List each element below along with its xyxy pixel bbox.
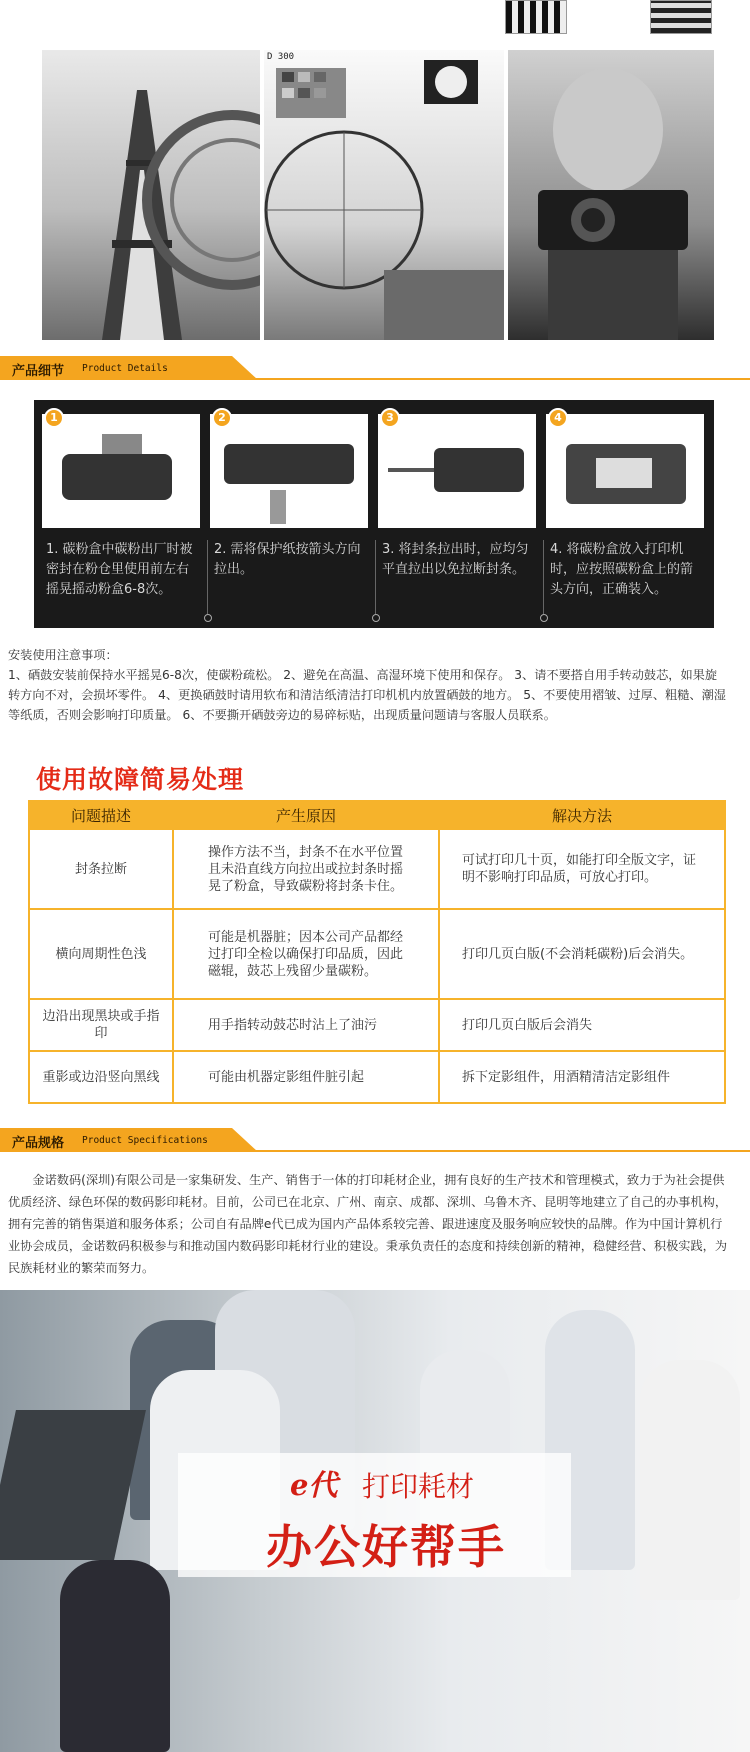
installation-steps-panel: [34, 400, 714, 628]
section-divider: [0, 1150, 750, 1152]
table-row: [29, 1051, 725, 1103]
notes-body: 1、硒鼓安装前保持水平摇晃6-8次，使碳粉疏松。 2、避免在高温、高湿环境下使用和保存。 3、请不要搭自用手转动鼓芯，如果旋转方向不对，会损坏零件。 4、更换硒鼓时请用软布和清洁纸清洁打印机机内放置硒鼓的地方。 5、不要使用褶皱、过厚、粗糙、潮湿等纸质，否则会影响打印质量。 6、不要撕开硒鼓旁边的易碎标贴，出现质量问题请与客服人员联系。: [8, 668, 726, 722]
pattern-thumbnail: [505, 0, 567, 34]
step-description: 4. 将碳粉盒放入打印机时，应按照碳粉盒上的箭头方向，正确装入。: [550, 542, 694, 597]
step-illustration: [210, 414, 368, 528]
step-number-badge: 4: [548, 408, 568, 428]
section-title-en: Product Specifications: [82, 1135, 208, 1146]
step-number-badge: 2: [212, 408, 232, 428]
step-description: 1. 碳粉盒中碳粉出厂时被密封在粉仓里使用前左右摇晃摇动粉盒6-8次。: [46, 542, 193, 597]
solution-cell: 拆下定影组件，用酒精清洁定影组件: [439, 1051, 725, 1103]
step-illustration: [378, 414, 536, 528]
bicycle-colorchart-photo: [264, 50, 504, 340]
problem-cell: 重影或边沿竖向黑线: [29, 1051, 173, 1103]
cause-cell: 操作方法不当，封条不在水平位置且未沿直线方向拉出或拉封条时摇晃了粉盒，导致碳粉将封条卡住。: [173, 829, 439, 909]
slogan-overlay: [178, 1453, 571, 1577]
laptop-image: [0, 1410, 146, 1560]
section-title-cn: 产品细节: [12, 364, 65, 379]
cause-cell: 用手指转动鼓芯时沾上了油污: [173, 999, 439, 1051]
table-row: [29, 829, 725, 909]
step-number-badge: 1: [44, 408, 64, 428]
step-card: [538, 400, 704, 628]
step-illustration: [42, 414, 200, 528]
problem-cell: 边沿出现黑块或手指印: [29, 999, 173, 1051]
troubleshooting-table: [28, 800, 726, 1104]
photo-caption: D 300: [267, 52, 295, 62]
table-row: [29, 999, 725, 1051]
eiffel-tower-photo: [42, 50, 260, 340]
section-divider: [0, 378, 750, 380]
section-header-details: [0, 356, 750, 380]
section-title-en: Product Details: [82, 363, 168, 374]
solution-cell: 打印几页白版后会消失: [439, 999, 725, 1051]
cause-cell: 可能是机器脏；因本公司产品都经过打印全检以确保打印品质，因此磁辊，鼓芯上残留少量碳粉。: [173, 909, 439, 999]
sample-prints-row: [42, 50, 714, 340]
person-figure: [640, 1360, 740, 1600]
step-description: 3. 将封条拉出时，应均匀平直拉出以免拉断封条。: [382, 542, 529, 577]
solution-cell: 打印几页白版(不会消耗碳粉)后会消失。: [439, 909, 725, 999]
column-header: 解决方法: [439, 801, 725, 829]
problem-cell: 横向周期性色浅: [29, 909, 173, 999]
pattern-thumbnail: [650, 0, 712, 34]
notes-title: 安装使用注意事项：: [8, 648, 118, 662]
solution-cell: 可试打印几十页，如能打印全版文字，证明不影响打印品质，可放心打印。: [439, 829, 725, 909]
office-team-banner: [0, 1290, 750, 1752]
column-header: 问题描述: [29, 801, 173, 829]
step-card: [202, 400, 368, 628]
step-illustration: [546, 414, 704, 528]
brand-logo: e代: [290, 1468, 338, 1502]
section-title-cn: 产品规格: [12, 1136, 65, 1151]
table-row: [29, 909, 725, 999]
cause-cell: 可能由机器定影组件脏引起: [173, 1051, 439, 1103]
slogan-text: 办公好帮手: [266, 1520, 506, 1574]
brand-subtitle: 打印耗材: [362, 1470, 475, 1503]
troubleshooting-heading: 使用故障简易处理: [36, 765, 245, 794]
company-introduction: 金诺数码(深圳)有限公司是一家集研发、生产、销售于一体的打印耗材企业，拥有良好的生产技术和管理模式，致力于为社会提供优质经济、绿色环保的数码影印耗材。目前，公司已在北京、广州、南京、成都、深圳、乌鲁木齐、昆明等地建立了自己的办事机构，拥有完善的销售渠道和服务体系；公司自有品牌e代已成为国内产品体系较完善、跟进速度及服务响应较快的品牌。作为中国计算机行业协会成员，金诺数码积极参与和推动国内数码影印耗材行业的建设。秉承负责任的态度和持续创新的精神，稳健经营、积极实践，为民族耗材业的繁荣而努力。: [8, 1173, 728, 1275]
column-header: 产生原因: [173, 801, 439, 829]
top-thumbnail-strip: [0, 0, 750, 40]
section-header-specs: [0, 1128, 750, 1152]
step-card: [370, 400, 536, 628]
girl-with-camera-photo: [508, 50, 714, 340]
step-description: 2. 需将保护纸按箭头方向拉出。: [214, 542, 361, 577]
table-header-row: [29, 801, 725, 829]
problem-cell: 封条拉断: [29, 829, 173, 909]
step-number-badge: 3: [380, 408, 400, 428]
usage-notes: [8, 645, 726, 725]
step-card: [34, 400, 200, 628]
person-figure: [60, 1560, 170, 1752]
